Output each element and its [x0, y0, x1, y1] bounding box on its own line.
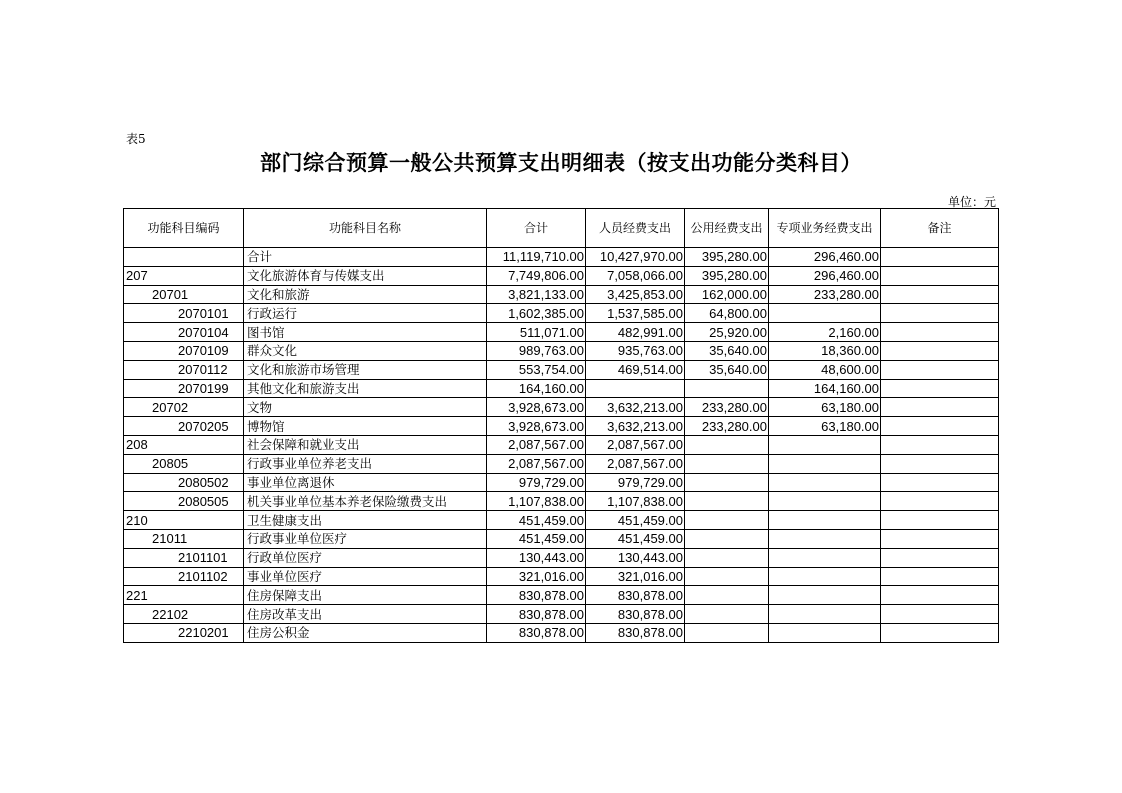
- table-row: [124, 454, 999, 473]
- special-cell: [769, 567, 881, 586]
- code-cell: 2080505: [124, 492, 244, 511]
- personnel-cell: 2,087,567.00: [586, 435, 685, 454]
- name-cell: 合计: [244, 248, 487, 267]
- code-cell: 2070109: [124, 341, 244, 360]
- note-cell: [881, 605, 999, 624]
- special-cell: 296,460.00: [769, 248, 881, 267]
- personnel-cell: 3,632,213.00: [586, 398, 685, 417]
- personnel-cell: 451,459.00: [586, 511, 685, 530]
- note-cell: [881, 586, 999, 605]
- special-cell: 2,160.00: [769, 323, 881, 342]
- note-cell: [881, 360, 999, 379]
- personnel-cell: 935,763.00: [586, 341, 685, 360]
- code-cell: 207: [124, 266, 244, 285]
- public-cell: 233,280.00: [685, 417, 769, 436]
- name-cell: 文化和旅游市场管理: [244, 360, 487, 379]
- table-row: [124, 398, 999, 417]
- name-cell: 文化旅游体育与传媒支出: [244, 266, 487, 285]
- table-row: [124, 266, 999, 285]
- special-cell: 48,600.00: [769, 360, 881, 379]
- code-cell: 2101102: [124, 567, 244, 586]
- name-cell: 图书馆: [244, 323, 487, 342]
- personnel-cell: 469,514.00: [586, 360, 685, 379]
- special-cell: [769, 548, 881, 567]
- special-cell: [769, 454, 881, 473]
- code-cell: 2070112: [124, 360, 244, 379]
- personnel-cell: 830,878.00: [586, 605, 685, 624]
- code-cell: 221: [124, 586, 244, 605]
- note-cell: [881, 304, 999, 323]
- special-cell: [769, 529, 881, 548]
- budget-table: [123, 208, 999, 643]
- note-cell: [881, 473, 999, 492]
- note-cell: [881, 398, 999, 417]
- code-cell: 2080502: [124, 473, 244, 492]
- personnel-cell: 451,459.00: [586, 529, 685, 548]
- public-cell: 233,280.00: [685, 398, 769, 417]
- special-cell: [769, 605, 881, 624]
- code-cell: 20702: [124, 398, 244, 417]
- personnel-cell: 3,632,213.00: [586, 417, 685, 436]
- special-cell: 63,180.00: [769, 417, 881, 436]
- special-cell: 296,460.00: [769, 266, 881, 285]
- public-cell: [685, 473, 769, 492]
- total-cell: 7,749,806.00: [487, 266, 586, 285]
- total-cell: 3,928,673.00: [487, 398, 586, 417]
- name-cell: 行政事业单位养老支出: [244, 454, 487, 473]
- special-cell: [769, 511, 881, 530]
- code-cell: 21011: [124, 529, 244, 548]
- public-cell: 395,280.00: [685, 248, 769, 267]
- name-cell: 机关事业单位基本养老保险缴费支出: [244, 492, 487, 511]
- total-cell: 164,160.00: [487, 379, 586, 398]
- public-cell: [685, 567, 769, 586]
- special-cell: [769, 492, 881, 511]
- total-cell: 979,729.00: [487, 473, 586, 492]
- public-cell: 25,920.00: [685, 323, 769, 342]
- table-row: [124, 623, 999, 642]
- personnel-cell: 7,058,066.00: [586, 266, 685, 285]
- code-cell: 2070101: [124, 304, 244, 323]
- public-cell: 35,640.00: [685, 360, 769, 379]
- public-cell: [685, 623, 769, 642]
- public-cell: 395,280.00: [685, 266, 769, 285]
- code-cell: 208: [124, 435, 244, 454]
- personnel-cell: 3,425,853.00: [586, 285, 685, 304]
- name-cell: 博物馆: [244, 417, 487, 436]
- table-number: 表5: [126, 132, 146, 146]
- code-cell: 2101101: [124, 548, 244, 567]
- page-title: 部门综合预算一般公共预算支出明细表（按支出功能分类科目）: [260, 151, 862, 175]
- public-cell: [685, 492, 769, 511]
- note-cell: [881, 285, 999, 304]
- personnel-cell: 830,878.00: [586, 623, 685, 642]
- code-cell: 20701: [124, 285, 244, 304]
- personnel-cell: 130,443.00: [586, 548, 685, 567]
- name-cell: 住房保障支出: [244, 586, 487, 605]
- total-cell: 553,754.00: [487, 360, 586, 379]
- table-row: [124, 323, 999, 342]
- note-cell: [881, 435, 999, 454]
- table-row: [124, 360, 999, 379]
- column-header-personnel: 人员经费支出: [586, 209, 685, 248]
- total-cell: 3,928,673.00: [487, 417, 586, 436]
- personnel-cell: 10,427,970.00: [586, 248, 685, 267]
- name-cell: 住房改革支出: [244, 605, 487, 624]
- total-cell: 511,071.00: [487, 323, 586, 342]
- note-cell: [881, 492, 999, 511]
- personnel-cell: 830,878.00: [586, 586, 685, 605]
- note-cell: [881, 248, 999, 267]
- table-row: [124, 248, 999, 267]
- note-cell: [881, 341, 999, 360]
- note-cell: [881, 548, 999, 567]
- code-cell: 22102: [124, 605, 244, 624]
- total-cell: 1,107,838.00: [487, 492, 586, 511]
- table-row: [124, 417, 999, 436]
- note-cell: [881, 266, 999, 285]
- total-cell: 321,016.00: [487, 567, 586, 586]
- column-header-code: 功能科目编码: [124, 209, 244, 248]
- name-cell: 卫生健康支出: [244, 511, 487, 530]
- public-cell: [685, 379, 769, 398]
- table-row: [124, 548, 999, 567]
- table-row: [124, 567, 999, 586]
- column-header-special: 专项业务经费支出: [769, 209, 881, 248]
- total-cell: 11,119,710.00: [487, 248, 586, 267]
- special-cell: [769, 435, 881, 454]
- special-cell: 18,360.00: [769, 341, 881, 360]
- total-cell: 830,878.00: [487, 605, 586, 624]
- table-row: [124, 435, 999, 454]
- total-cell: 830,878.00: [487, 586, 586, 605]
- name-cell: 文化和旅游: [244, 285, 487, 304]
- table-row: [124, 473, 999, 492]
- total-cell: 3,821,133.00: [487, 285, 586, 304]
- note-cell: [881, 417, 999, 436]
- note-cell: [881, 511, 999, 530]
- name-cell: 住房公积金: [244, 623, 487, 642]
- total-cell: 451,459.00: [487, 511, 586, 530]
- total-cell: 451,459.00: [487, 529, 586, 548]
- name-cell: 群众文化: [244, 341, 487, 360]
- code-cell: 2210201: [124, 623, 244, 642]
- note-cell: [881, 529, 999, 548]
- name-cell: 事业单位医疗: [244, 567, 487, 586]
- personnel-cell: [586, 379, 685, 398]
- note-cell: [881, 323, 999, 342]
- public-cell: [685, 605, 769, 624]
- public-cell: [685, 435, 769, 454]
- special-cell: [769, 586, 881, 605]
- table-header-row: [124, 209, 999, 248]
- personnel-cell: 321,016.00: [586, 567, 685, 586]
- name-cell: 行政运行: [244, 304, 487, 323]
- personnel-cell: 2,087,567.00: [586, 454, 685, 473]
- public-cell: 64,800.00: [685, 304, 769, 323]
- column-header-note: 备注: [881, 209, 999, 248]
- column-header-total: 合计: [487, 209, 586, 248]
- name-cell: 文物: [244, 398, 487, 417]
- table-row: [124, 529, 999, 548]
- total-cell: 2,087,567.00: [487, 454, 586, 473]
- public-cell: [685, 548, 769, 567]
- note-cell: [881, 623, 999, 642]
- name-cell: 行政单位医疗: [244, 548, 487, 567]
- name-cell: 事业单位离退休: [244, 473, 487, 492]
- personnel-cell: 979,729.00: [586, 473, 685, 492]
- total-cell: 1,602,385.00: [487, 304, 586, 323]
- public-cell: [685, 586, 769, 605]
- table-row: [124, 304, 999, 323]
- total-cell: 830,878.00: [487, 623, 586, 642]
- code-cell: 2070205: [124, 417, 244, 436]
- public-cell: [685, 511, 769, 530]
- code-cell: 20805: [124, 454, 244, 473]
- table-row: [124, 341, 999, 360]
- note-cell: [881, 567, 999, 586]
- name-cell: 行政事业单位医疗: [244, 529, 487, 548]
- total-cell: 130,443.00: [487, 548, 586, 567]
- table-row: [124, 586, 999, 605]
- column-header-name: 功能科目名称: [244, 209, 487, 248]
- special-cell: [769, 304, 881, 323]
- special-cell: [769, 623, 881, 642]
- table-row: [124, 492, 999, 511]
- special-cell: 63,180.00: [769, 398, 881, 417]
- code-cell: 2070104: [124, 323, 244, 342]
- public-cell: 162,000.00: [685, 285, 769, 304]
- table-body: [124, 248, 999, 643]
- note-cell: [881, 379, 999, 398]
- table-row: [124, 285, 999, 304]
- total-cell: 989,763.00: [487, 341, 586, 360]
- code-cell: 210: [124, 511, 244, 530]
- public-cell: [685, 529, 769, 548]
- total-cell: 2,087,567.00: [487, 435, 586, 454]
- personnel-cell: 1,107,838.00: [586, 492, 685, 511]
- note-cell: [881, 454, 999, 473]
- public-cell: 35,640.00: [685, 341, 769, 360]
- column-header-public: 公用经费支出: [685, 209, 769, 248]
- public-cell: [685, 454, 769, 473]
- table-row: [124, 511, 999, 530]
- personnel-cell: 482,991.00: [586, 323, 685, 342]
- name-cell: 其他文化和旅游支出: [244, 379, 487, 398]
- code-cell: [124, 248, 244, 267]
- special-cell: 164,160.00: [769, 379, 881, 398]
- special-cell: [769, 473, 881, 492]
- name-cell: 社会保障和就业支出: [244, 435, 487, 454]
- table-row: [124, 379, 999, 398]
- code-cell: 2070199: [124, 379, 244, 398]
- unit-label: 单位：元: [947, 195, 996, 209]
- personnel-cell: 1,537,585.00: [586, 304, 685, 323]
- special-cell: 233,280.00: [769, 285, 881, 304]
- table-row: [124, 605, 999, 624]
